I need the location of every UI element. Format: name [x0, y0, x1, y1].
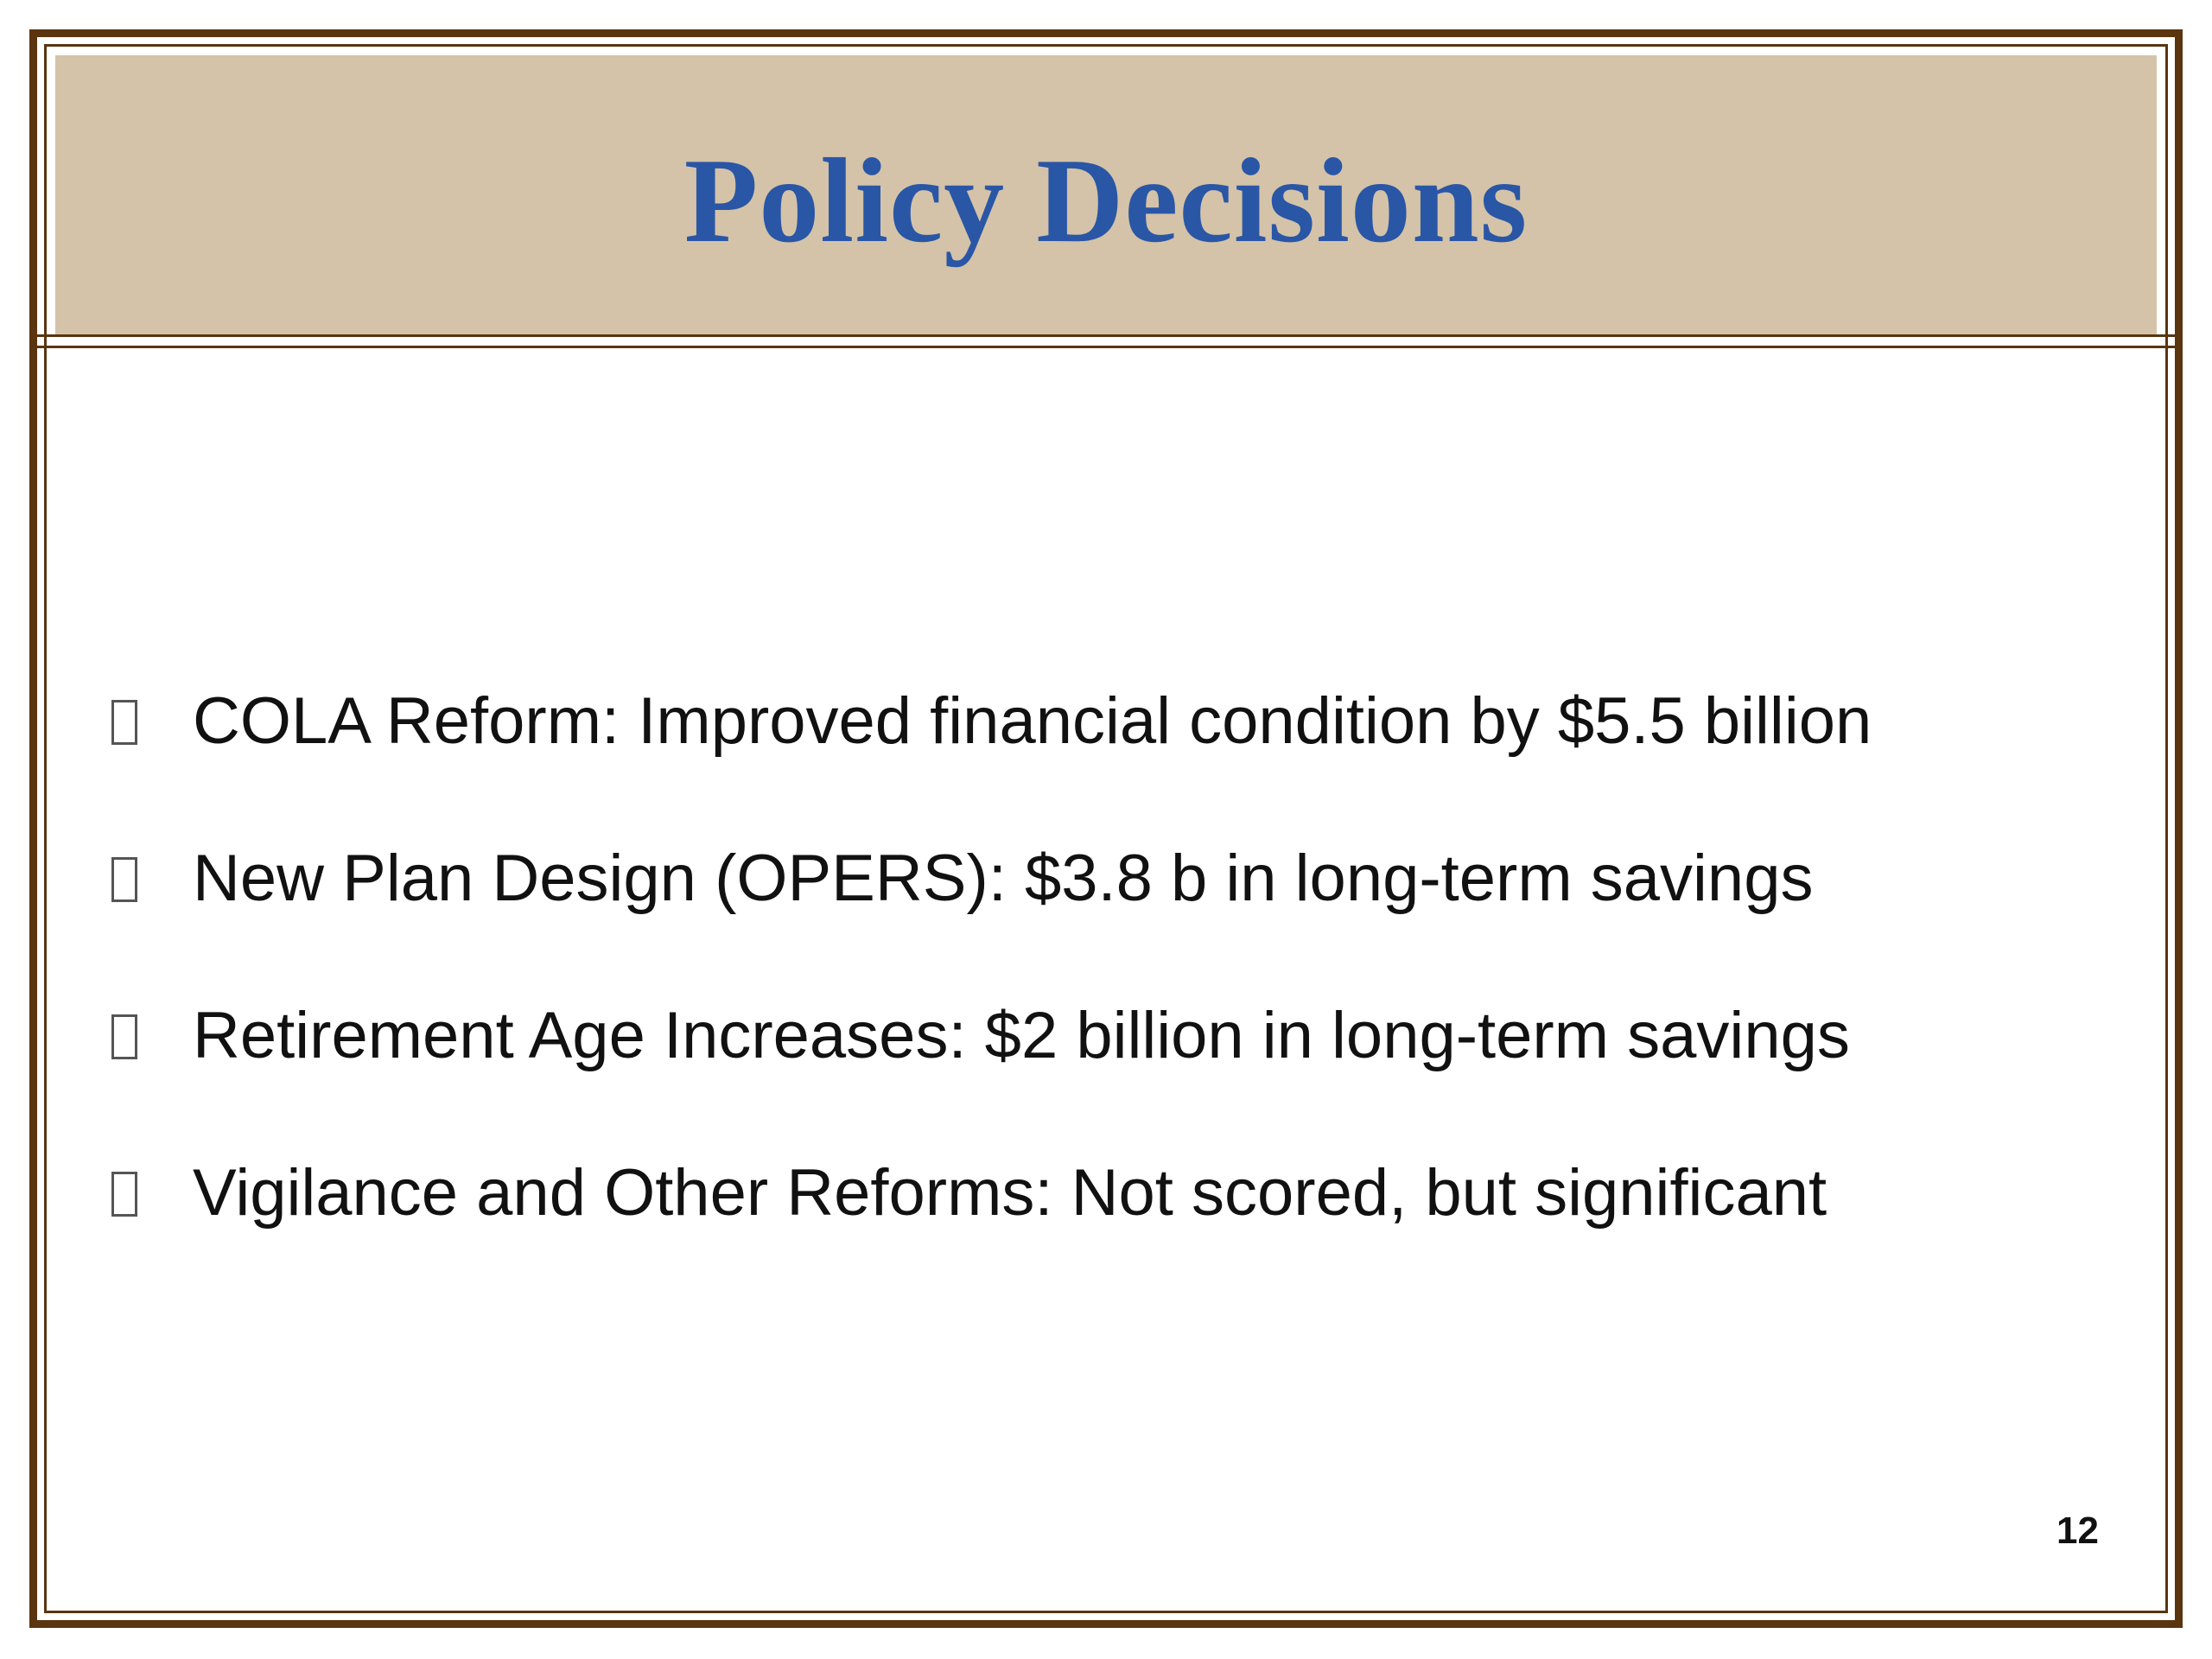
empty-square-bullet-icon: [111, 1172, 137, 1217]
bullet-item: [111, 957, 1872, 1114]
bullet-text: Retirement Age Increases: $2 billion in long-term savings: [193, 998, 1850, 1072]
bullet-list: [111, 642, 1872, 1271]
bullet-text: Vigilance and Other Reforms: Not scored, but significant: [193, 1155, 1827, 1230]
slide-frame: [29, 29, 2183, 1628]
page-number: 12: [2056, 1510, 2099, 1552]
empty-square-bullet-icon: [111, 1014, 137, 1059]
bullet-item: [111, 799, 1872, 957]
header-divider-top: [37, 334, 2175, 337]
slide-title: Policy Decisions: [683, 133, 1529, 268]
bullet-text: New Plan Design (OPERS): $3.8 b in long-term savings: [193, 841, 1814, 915]
title-header-band: [53, 53, 2159, 338]
bullet-text: COLA Reform: Improved financial condition by $5.5 billion: [193, 683, 1872, 758]
bullet-item: [111, 1114, 1872, 1271]
empty-square-bullet-icon: [111, 857, 137, 902]
header-divider-bottom: [37, 346, 2175, 348]
bullet-item: [111, 642, 1872, 799]
empty-square-bullet-icon: [111, 700, 137, 745]
